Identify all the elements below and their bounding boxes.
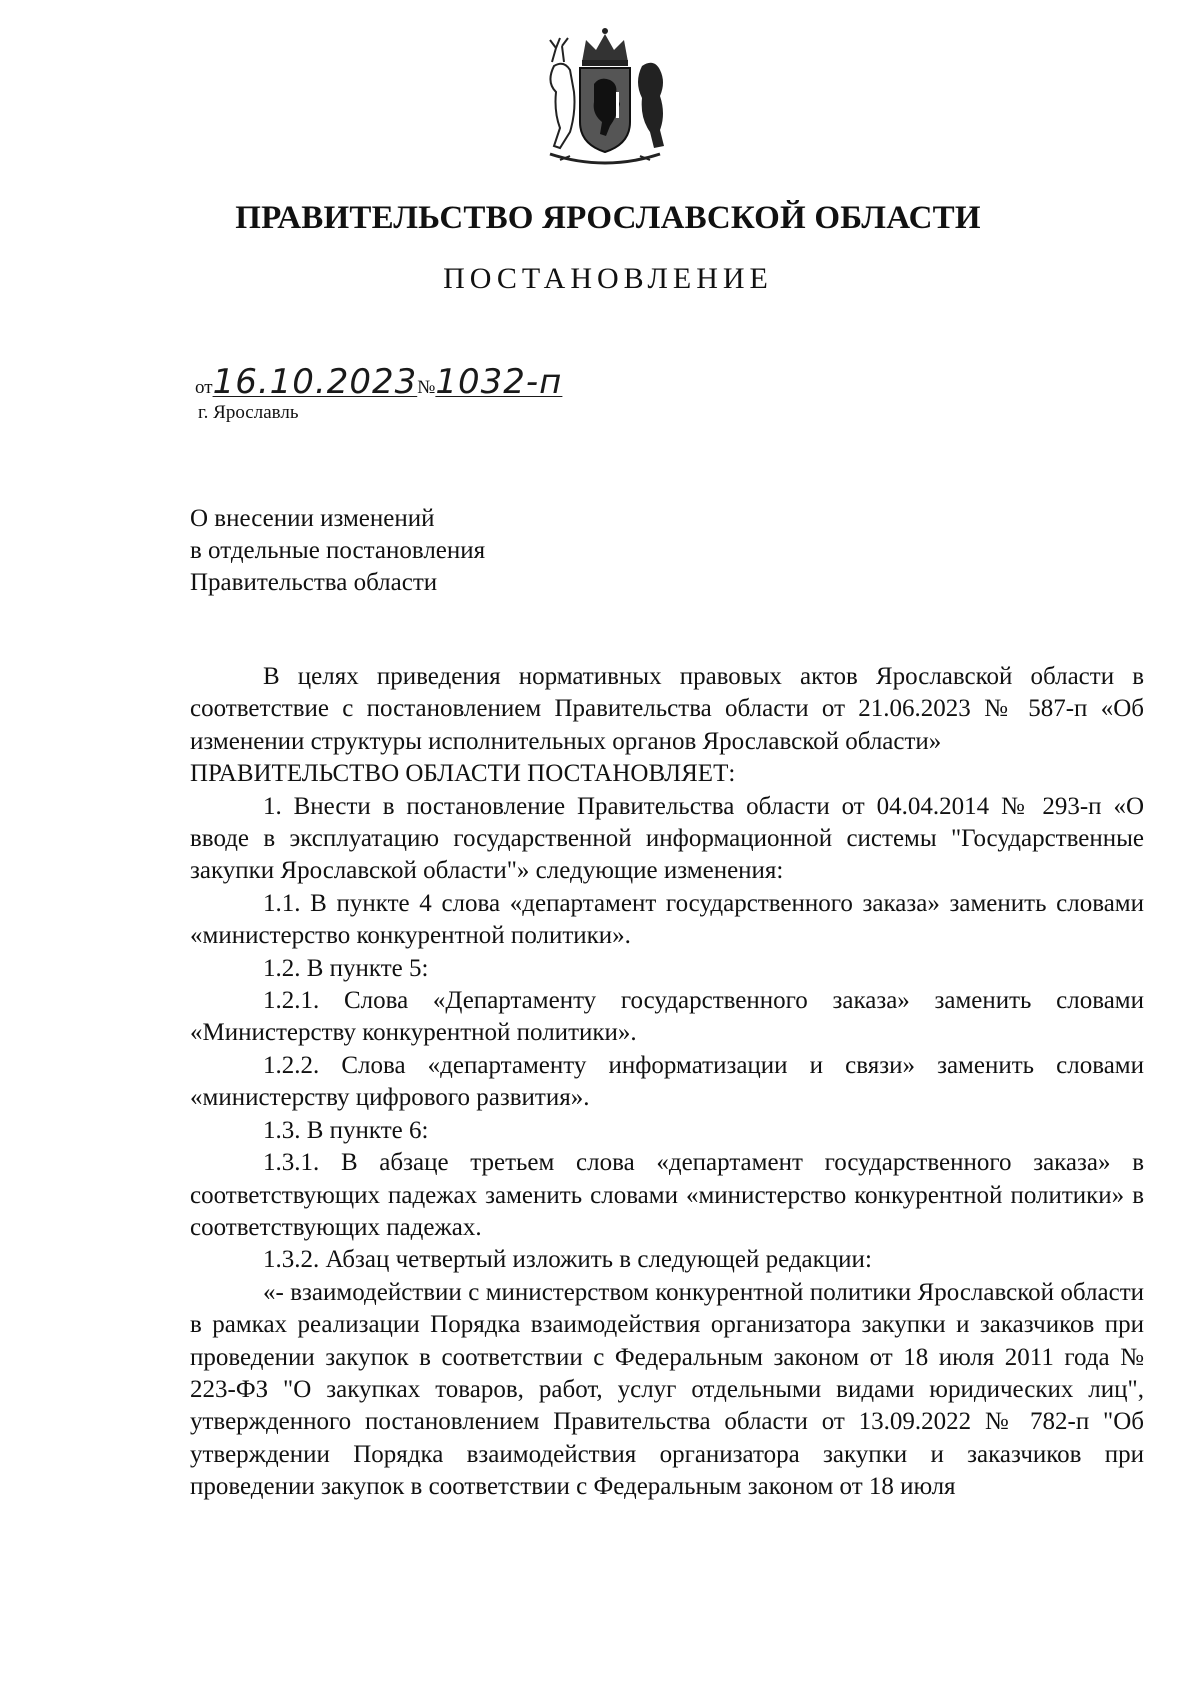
document-date-number	[195, 362, 562, 402]
body-paragraph: 1.3. В пункте 6:	[263, 1116, 429, 1144]
city-label: г. Ярославль	[198, 402, 299, 423]
document-body	[190, 661, 1144, 1504]
body-paragraph: 1.3.1. В абзаце третьем слова «департамент государственного заказа» в соответствующих падежах заменить словами «министерство конкурентной политики» в соответствующих падежах.	[190, 1149, 1144, 1241]
subject-line: О внесении изменений	[190, 505, 435, 532]
body-paragraph: 1.2.1. Слова «Департаменту государственного заказа» заменить словами «Министерству конкурентной политики».	[190, 987, 1144, 1047]
document-number: 1032-п	[435, 362, 563, 402]
number-prefix: №	[417, 377, 436, 398]
body-paragraph: 1.2.2. Слова «департаменту информатизации и связи» заменить словами «министерству цифрового развития».	[190, 1051, 1144, 1112]
date-prefix: от	[195, 377, 213, 398]
coat-of-arms-icon	[530, 22, 680, 172]
resolution-heading: ПРАВИТЕЛЬСТВО ОБЛАСТИ ПОСТАНОВЛЯЕТ:	[190, 760, 736, 788]
body-paragraph: «- взаимодействии с министерством конкурентной политики Ярославской области в рамках реализации Порядка взаимодействия организатора закупки и заказчиков при проведении закупок в соответствии с Федеральным законом от 18 июля 2011 года № 223-ФЗ "О закупках товаров, работ, услуг отдельными видами юридических лиц", утвержденного постановлением Правительства области от 13.09.2022 № 782-п "Об утверждении Порядка взаимодействия организатора закупки и заказчиков при проведении закупок в соответствии с Федеральным законом от 18 июля	[190, 1278, 1144, 1501]
subject-line: в отдельные постановления	[190, 537, 486, 564]
body-paragraph: В целях приведения нормативных правовых актов Ярославской области в соответствие с постановлением Правительства области от 21.06.2023 № 587-п «Об изменении структуры исполнительных органов Ярославской области»	[190, 663, 1144, 755]
body-paragraph: 1. Внести в постановление Правительства области от 04.04.2014 № 293-п «О вводе в эксплуатацию государственной информационной системы "Государственные закупки Ярославской области"» следующие изменения:	[190, 792, 1144, 885]
document-type-heading: ПОСТАНОВЛЕНИЕ	[443, 262, 773, 295]
body-paragraph: 1.3.2. Абзац четвертый изложить в следующей редакции:	[263, 1246, 872, 1274]
organization-title: ПРАВИТЕЛЬСТВО ЯРОСЛАВСКОЙ ОБЛАСТИ	[235, 200, 981, 236]
document-subject	[190, 503, 485, 599]
body-paragraph: 1.1. В пункте 4 слова «департамент государственного заказа» заменить словами «министерство конкурентной политики».	[190, 889, 1144, 950]
body-paragraph: 1.2. В пункте 5:	[263, 954, 429, 982]
document-date: 16.10.2023	[212, 362, 418, 402]
subject-line: Правительства области	[190, 569, 438, 596]
